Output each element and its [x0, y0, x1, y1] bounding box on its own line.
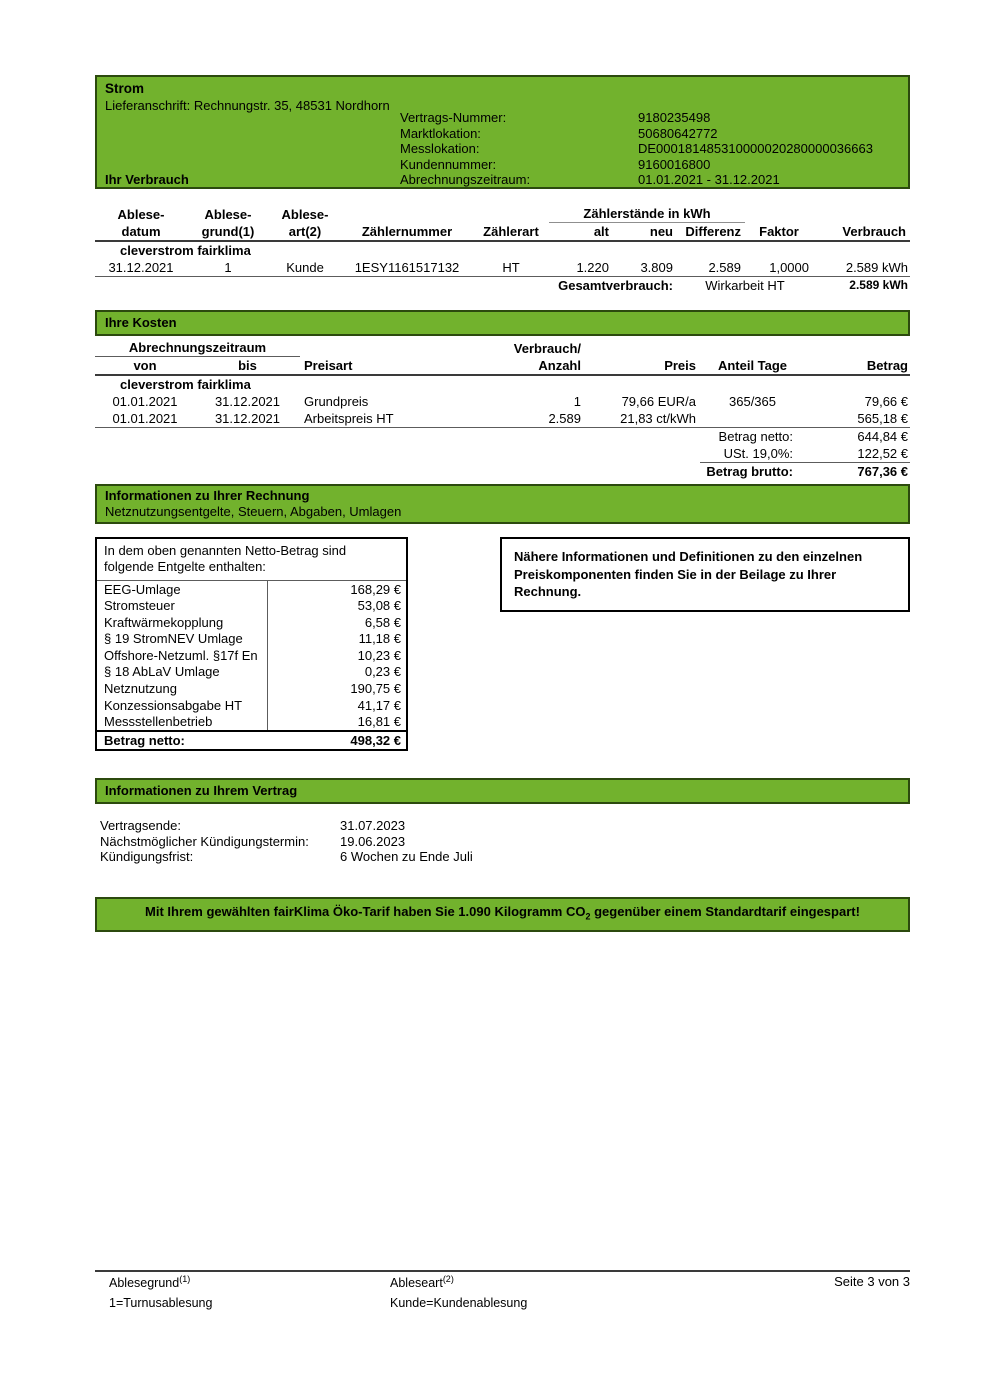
- summary-value: 644,84 €: [857, 429, 908, 444]
- section-bar-info-vertrag: Informationen zu Ihrem Vertrag: [95, 778, 910, 804]
- contract-row: [100, 834, 800, 850]
- subsection-title-verbrauch: Ihr Verbrauch: [105, 172, 189, 187]
- page-content: [95, 0, 910, 1400]
- col-header: Zählernummer: [341, 223, 473, 242]
- col-header: Betrag: [805, 357, 910, 376]
- header-field-row: [400, 141, 900, 157]
- section-bar-info-rechnung: [95, 484, 910, 524]
- col-header: grund(1): [187, 223, 269, 242]
- fee-value: 41,17 €: [267, 697, 406, 714]
- col-header: bis: [195, 357, 300, 376]
- field-value: DE000181485310000020280000036663: [638, 141, 873, 156]
- fee-value: 6,58 €: [267, 614, 406, 631]
- section-bar-title: Informationen zu Ihrer Rechnung: [105, 488, 310, 503]
- consumption-header-row1: [95, 205, 910, 223]
- fees-total-value: 498,32 €: [267, 731, 406, 749]
- footnote-marker: (2): [442, 1273, 454, 1284]
- fee-label: Konzessionsabgabe HT: [104, 697, 243, 713]
- footer-ablesegrund-value: 1=Turnusablesung: [109, 1296, 213, 1310]
- col-header: Preisart: [300, 357, 495, 376]
- contract-value: 6 Wochen zu Ende Juli: [340, 849, 473, 864]
- fee-label: EEG-Umlage: [104, 581, 181, 597]
- summary-label: USt. 19,0%:: [723, 446, 793, 461]
- share-days: 365/365: [729, 394, 776, 409]
- fee-row: [97, 681, 406, 698]
- costs-table: [95, 339, 910, 480]
- reading-new: 3.809: [613, 259, 677, 277]
- header-field-row: [400, 110, 900, 126]
- summary-value: 767,36 €: [805, 463, 910, 481]
- fee-value: 190,75 €: [267, 681, 406, 698]
- fee-row: [97, 714, 406, 732]
- fee-label: § 18 AbLaV Umlage: [104, 664, 220, 680]
- col-header: Preis: [585, 357, 700, 376]
- price-type: Arbeitspreis HT: [300, 410, 495, 428]
- price-type: Grundpreis: [304, 394, 369, 409]
- fee-value: 10,23 €: [267, 647, 406, 664]
- col-header: Verbrauch: [813, 223, 910, 242]
- fee-label: § 19 StromNEV Umlage: [104, 631, 243, 647]
- footer-label: Ableseart: [390, 1276, 443, 1290]
- fee-value: 168,29 €: [267, 581, 406, 598]
- contract-row: [100, 818, 800, 834]
- header-field-row: [400, 172, 900, 188]
- contract-row: [100, 849, 800, 865]
- share-days: [700, 410, 805, 428]
- contract-label: Kündigungsfrist:: [100, 849, 194, 864]
- footer-label: Ablesegrund: [109, 1276, 180, 1290]
- period-from: 01.01.2021: [112, 394, 178, 409]
- contract-details: [100, 818, 800, 865]
- header-field-row: [400, 126, 900, 142]
- unit-price: 79,66 EUR/a: [621, 394, 696, 409]
- col-header: neu: [613, 223, 677, 242]
- banner-text: Mit Ihrem gewählten fairKlima Öko-Tarif haben Sie 1.090 Kilogramm CO: [145, 904, 586, 919]
- field-value: 9180235498: [638, 110, 711, 125]
- strom-header-box: [95, 75, 910, 189]
- header-fields: [400, 110, 900, 188]
- page-number: Seite 3 von 3: [834, 1274, 910, 1289]
- fee-label: Offshore-Netzuml. §17f En: [104, 647, 258, 663]
- col-header: Ablese-: [117, 206, 165, 222]
- fees-table: [97, 581, 406, 749]
- col-header: Verbrauch/: [513, 340, 581, 356]
- total-consumption-kind: Wirkarbeit HT: [705, 278, 785, 293]
- summary-ust-row: [95, 445, 910, 463]
- field-value: 50680642772: [638, 125, 718, 141]
- fee-label: Netznutzung: [104, 681, 177, 697]
- col-header-kwh-group: Zählerstände in kWh: [549, 205, 745, 223]
- fee-row: [97, 697, 406, 714]
- price-components-note-box: Nähere Informationen und Definitionen zu den einzelnen Preiskomponenten finden Sie in der Beilage zu Ihrer Rechnung.: [500, 537, 910, 612]
- fee-row: [97, 598, 406, 615]
- col-header: Ablese-: [281, 206, 329, 222]
- fees-total-row: [97, 731, 406, 749]
- contract-label: Vertragsende:: [100, 818, 181, 833]
- fee-value: 53,08 €: [267, 598, 406, 615]
- section-bar-subtitle: Netznutzungsentgelte, Steuern, Abgaben, Umlagen: [105, 504, 402, 519]
- period-to: 31.12.2021: [214, 394, 281, 409]
- reading-reason: 1: [187, 259, 269, 277]
- delivery-address: Lieferanschrift: Rechnungstr. 35, 48531 Nordhorn: [105, 98, 390, 113]
- banner-subscript: 2: [585, 911, 591, 922]
- meter-number: 1ESY1161517132: [341, 259, 473, 277]
- summary-netto-row: [95, 428, 910, 446]
- amount: 79,66 €: [864, 394, 908, 409]
- period-to: 31.12.2021: [195, 410, 300, 428]
- banner-text: gegenüber einem Standardtarif eingespart!: [590, 904, 860, 919]
- fee-label: Stromsteuer: [104, 598, 175, 614]
- unit-price: 21,83 ct/kWh: [585, 410, 700, 428]
- reading-difference: 2.589: [677, 259, 745, 277]
- col-header: Faktor: [745, 223, 813, 242]
- contract-value: 31.07.2023: [340, 818, 406, 833]
- col-header: von: [95, 357, 195, 376]
- col-header: Anteil Tage: [700, 357, 805, 376]
- cost-row: [95, 393, 910, 410]
- fee-value: 16,81 €: [267, 714, 406, 732]
- field-label: Abrechnungszeitraum:: [400, 172, 531, 187]
- section-bar-kosten: Ihre Kosten: [95, 310, 910, 336]
- fee-row: [97, 664, 406, 681]
- field-value: 01.01.2021 - 31.12.2021: [638, 172, 780, 187]
- field-label: Messlokation:: [400, 141, 480, 156]
- cost-row: [95, 410, 910, 428]
- contract-label: Nächstmöglicher Kündigungstermin:: [100, 833, 309, 849]
- col-header: Zählerart: [473, 223, 549, 242]
- summary-label: Betrag brutto:: [700, 463, 805, 481]
- field-label: Marktlokation:: [400, 125, 481, 141]
- col-header: alt: [549, 223, 613, 242]
- footer-ableseart: [390, 1273, 454, 1290]
- meter-reading-row: [95, 259, 910, 277]
- reading-consumption: 2.589 kWh: [813, 259, 910, 277]
- page-footer: [95, 1270, 910, 1320]
- fees-intro-text: In dem oben genannten Netto-Betrag sind folgende Entgelte enthalten:: [97, 539, 406, 581]
- consumption-table: [95, 205, 910, 294]
- fee-value: 0,23 €: [267, 664, 406, 681]
- section-title-strom: Strom: [105, 81, 145, 96]
- amount: 565,18 €: [805, 410, 910, 428]
- period-from: 01.01.2021: [95, 410, 195, 428]
- summary-value: 122,52 €: [857, 446, 908, 461]
- col-header-zeitraum-group: Abrechnungszeitraum: [95, 339, 300, 357]
- col-header: Differenz: [677, 223, 745, 242]
- fee-label: Kraftwärmekopplung: [104, 614, 224, 630]
- costs-header-row2: [95, 357, 910, 376]
- tariff-group-label: cleverstrom fairklima: [120, 243, 251, 258]
- fees-box: [95, 537, 408, 751]
- tariff-group-row: [95, 375, 910, 393]
- col-header: art(2): [269, 223, 341, 242]
- summary-label: Betrag netto:: [718, 429, 793, 444]
- field-value: 9160016800: [638, 156, 711, 172]
- field-label: Vertrags-Nummer:: [400, 110, 507, 125]
- fee-row: [97, 581, 406, 598]
- meter-type: HT: [473, 259, 549, 277]
- contract-value: 19.06.2023: [340, 833, 406, 849]
- reading-type: Kunde: [269, 259, 341, 277]
- fee-row: [97, 614, 406, 631]
- reading-date: 31.12.2021: [95, 259, 187, 277]
- reading-old: 1.220: [549, 259, 613, 277]
- total-consumption-label: Gesamtverbrauch:: [558, 278, 673, 293]
- field-label: Kundennummer:: [400, 156, 497, 172]
- co2-savings-banner: [95, 897, 910, 932]
- footer-ablesegrund: [109, 1273, 191, 1290]
- footnote-marker: (1): [179, 1273, 191, 1284]
- header-field-row: [400, 157, 900, 173]
- tariff-group-row: [95, 241, 910, 259]
- quantity: 2.589: [495, 410, 585, 428]
- col-header: Anzahl: [495, 357, 585, 376]
- total-consumption-value: 2.589 kWh: [849, 278, 908, 292]
- fee-row: [97, 647, 406, 664]
- fees-total-label: Betrag netto:: [97, 731, 267, 749]
- total-consumption-row: [95, 277, 910, 295]
- tariff-group-label: cleverstrom fairklima: [120, 377, 251, 392]
- col-header: datum: [95, 223, 187, 242]
- quantity: 1: [573, 394, 581, 409]
- reading-factor: 1,0000: [745, 259, 813, 277]
- col-header: Ablese-: [204, 206, 252, 222]
- footer-ableseart-value: Kunde=Kundenablesung: [390, 1296, 528, 1310]
- fee-label: Messstellenbetrieb: [104, 714, 213, 730]
- fee-value: 11,18 €: [267, 631, 406, 648]
- costs-header-row1: [95, 339, 910, 357]
- fee-row: [97, 631, 406, 648]
- summary-brutto-row: [95, 463, 910, 481]
- consumption-header-row2: [95, 223, 910, 242]
